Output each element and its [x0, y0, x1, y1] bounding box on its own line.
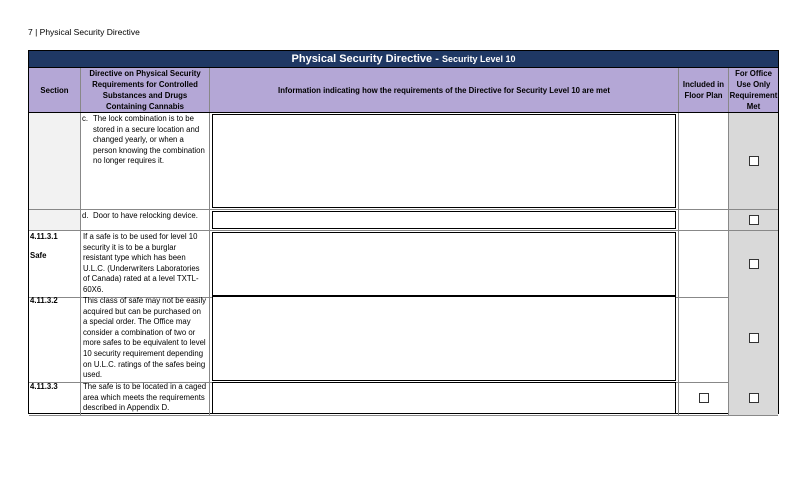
directive-text: This class of safe may not be easily acquired but can be purchased on a special order. The Office may consider a combination of two or more safes to be equivalent to level 10 security requirement depending on U.L.C. ratings of the safes being used.	[83, 296, 207, 380]
office-cell	[729, 113, 778, 210]
item-marker: d.	[82, 211, 89, 220]
section-cell	[29, 231, 81, 298]
section-cell	[29, 381, 81, 416]
header-information: Information indicating how the requirements of the Directive for Security Level 10 are met	[210, 68, 679, 112]
section-subtitle: Safe	[30, 250, 47, 260]
office-checkbox[interactable]	[749, 156, 759, 166]
section-cell	[29, 295, 81, 383]
directive-cell	[81, 113, 210, 210]
section-number: 4.11.3.3	[30, 382, 58, 391]
info-cell	[210, 210, 679, 231]
directive-cell	[81, 295, 210, 383]
directive-cell	[81, 231, 210, 298]
table-header-row	[29, 68, 778, 113]
floor-plan-cell	[679, 231, 729, 298]
office-cell	[729, 231, 778, 298]
table-title-main: Physical Security Directive -	[291, 53, 442, 65]
info-input[interactable]	[212, 211, 676, 229]
section-number: 4.11.3.1	[30, 232, 58, 241]
header-office-use: For Office Use Only Requirement Met	[729, 69, 778, 111]
office-cell	[729, 381, 778, 416]
directive-cell	[81, 381, 210, 416]
floor-plan-checkbox[interactable]	[699, 393, 709, 403]
info-cell	[210, 381, 679, 416]
section-cell	[29, 113, 81, 210]
header-directive: Directive on Physical Security Requirements for Controlled Substances and Drugs Containing Cannabis	[81, 68, 210, 112]
office-cell	[729, 210, 778, 231]
office-cell	[729, 295, 778, 383]
floor-plan-cell	[679, 113, 729, 210]
office-checkbox[interactable]	[749, 333, 759, 343]
floor-plan-cell	[679, 381, 729, 416]
section-cell	[29, 210, 81, 231]
table-title	[29, 51, 778, 68]
info-input[interactable]	[212, 382, 676, 414]
header-floor-plan: Included in Floor Plan	[679, 68, 729, 112]
requirements-table	[28, 50, 779, 414]
info-cell	[210, 231, 679, 298]
section-number: 4.11.3.2	[30, 296, 58, 305]
table-row	[29, 210, 778, 231]
floor-plan-cell	[679, 210, 729, 231]
info-cell	[210, 113, 679, 210]
office-checkbox[interactable]	[749, 215, 759, 225]
info-input[interactable]	[212, 114, 676, 208]
info-cell	[210, 295, 679, 383]
table-row	[29, 295, 778, 381]
table-row	[29, 113, 778, 210]
page-header: 7 | Physical Security Directive	[28, 27, 140, 37]
floor-plan-cell	[679, 295, 729, 383]
item-marker: c.	[82, 114, 89, 123]
table-row	[29, 231, 778, 295]
directive-text: The safe is to be located in a caged area which meets the requirements described in Appendix D.	[83, 382, 207, 413]
header-section: Section	[29, 68, 81, 112]
office-checkbox[interactable]	[749, 393, 759, 403]
directive-cell	[81, 210, 210, 231]
info-input[interactable]	[212, 232, 676, 296]
table-row	[29, 381, 778, 413]
info-input[interactable]	[212, 296, 676, 381]
directive-text: The lock combination is to be stored in a secure location and changed yearly, or when a person knowing the combination no longer requires it.	[93, 114, 205, 166]
office-checkbox[interactable]	[749, 259, 759, 269]
directive-text: Door to have relocking device.	[93, 211, 198, 220]
directive-text: If a safe is to be used for level 10 security it is to be a burglar resistant type which has been U.L.C. (Underwriters Laboratories of Canada) rated at a level TXTL-60X6.	[83, 232, 200, 294]
table-title-level: Security Level 10	[441, 54, 516, 64]
